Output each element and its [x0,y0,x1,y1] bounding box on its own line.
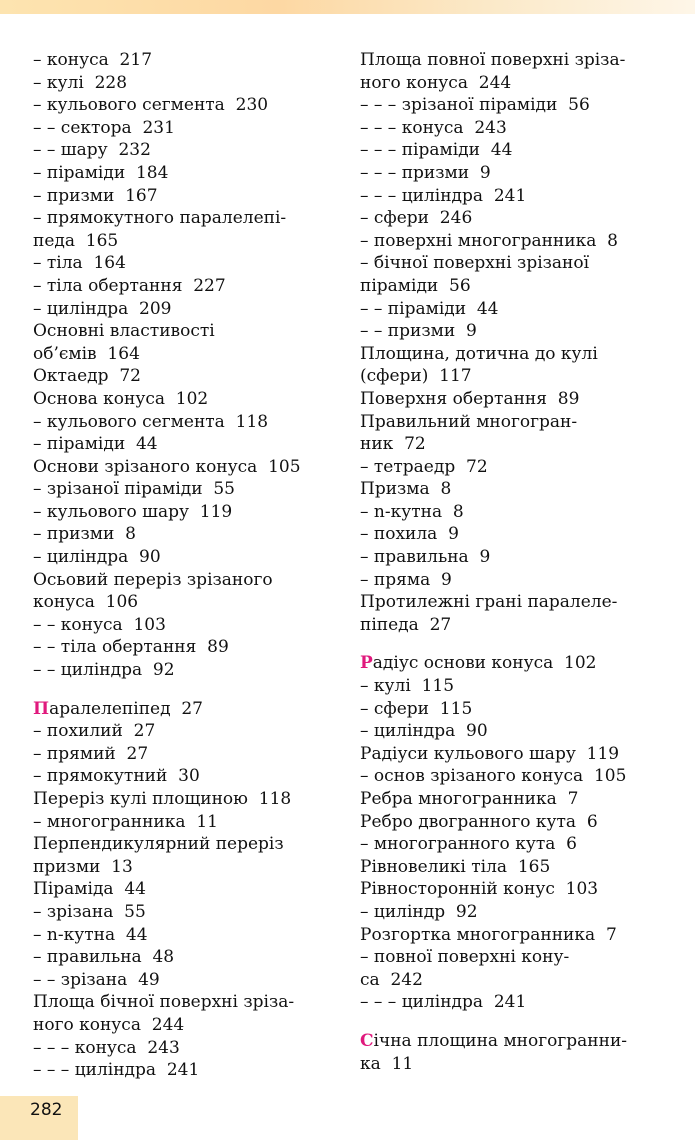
index-entry: – кульового сегмента 230 [33,95,269,116]
index-entry: – сфери 115 [360,698,473,719]
index-entry: ник 72 [360,434,426,455]
index-entry: са 242 [360,969,423,990]
index-entry: – похилий 27 [33,721,156,742]
index-entry: – піраміди 44 [33,434,158,455]
index-entry: Рівносторонній конус 103 [360,879,599,900]
index-entry: – похила 9 [360,524,459,545]
index-entry: Ребро двогранного кута 6 [360,811,598,832]
section-gap [33,682,353,698]
index-entry: – прямий 27 [33,743,149,764]
index-entry: призми 13 [33,856,133,877]
index-entry: – призми 8 [33,524,136,545]
index-entry: піраміди 56 [360,275,471,296]
index-entry: – – піраміди 44 [360,298,499,319]
index-entry: – циліндра 90 [360,721,488,742]
index-entry: – сфери 246 [360,208,473,229]
index-entry: ного конуса 244 [33,1014,185,1035]
index-entry: – прямокутний 30 [33,766,200,787]
index-entry: Основа конуса 102 [33,388,209,409]
index-entry: – многогранного кута 6 [360,834,577,855]
index-entry: (сфери) 117 [360,366,472,387]
index-entry: – тетраедр 72 [360,456,488,477]
index-entry: ного конуса 244 [360,72,512,93]
index-entry: – – циліндра 92 [33,660,175,681]
index-entry: – – – циліндра 241 [33,1060,200,1081]
index-entry: Ребра многогранника 7 [360,789,579,809]
index-entry: конуса 106 [33,592,139,613]
index-entry: Перпендикулярний переріз [33,834,284,855]
page-number: 282 [30,1100,63,1120]
index-entry: Радіуси кульового шару 119 [360,743,620,764]
index-column-left [33,49,353,1082]
index-entry: Протилежні грані паралеле- [360,592,618,613]
index-entry: об’ємів 164 [33,343,140,364]
index-entry: – зрізаної піраміди 55 [33,479,235,500]
index-entry: Правильний многогран- [360,411,578,432]
index-entry: – многогранника 11 [33,811,218,832]
index-entry: Паралелепіпед 27 [33,698,204,719]
index-entry: – пряма 9 [360,569,452,590]
index-entry: – – – конуса 243 [360,117,507,138]
index-entry: педа 165 [33,230,119,251]
index-entry: Рівновеликі тіла 165 [360,856,551,877]
index-entry: Осьовий переріз зрізаного [33,569,273,590]
index-entry: Площа бічної поверхні зріза- [33,992,295,1013]
top-decorative-band [0,0,695,14]
index-entry: – повної поверхні кону- [360,947,570,968]
index-entry: Січна площина многогранни- [360,1030,628,1051]
index-entry: Октаедр 72 [33,366,141,387]
index-entry: – кульового сегмента 118 [33,411,269,432]
index-column-right [360,49,680,1075]
index-entry: – – – циліндра 241 [360,992,527,1013]
index-entry: – основ зрізаного конуса 105 [360,766,627,787]
index-entry: Радіус основи конуса 102 [360,653,597,674]
index-entry: – – сектора 231 [33,117,175,138]
index-entry: – призми 167 [33,185,158,206]
index-entry: – n-кутна 8 [360,501,464,522]
index-entry: – кулі 115 [360,676,455,697]
index-entry: – правильна 48 [33,947,175,968]
index-entry: Площина, дотична до кулі [360,343,598,364]
index-entry: ка 11 [360,1053,414,1074]
index-entry: – тіла 164 [33,253,126,274]
index-entry: Розгортка многогранника 7 [360,924,617,945]
index-entry: – піраміди 184 [33,162,169,183]
index-entry: Основи зрізаного конуса 105 [33,456,301,477]
index-entry: – циліндра 90 [33,547,161,568]
index-entry: – циліндра 209 [33,298,172,319]
section-gap [360,636,680,652]
index-entry: – зрізана 55 [33,901,146,922]
index-entry: – – шару 232 [33,140,151,161]
index-entry: Переріз кулі площиною 118 [33,789,292,809]
index-entry: – кульового шару 119 [33,501,233,522]
index-entry: – – призми 9 [360,321,477,342]
index-entry: – поверхні многогранника 8 [360,230,618,251]
section-initial-letter: С [360,1030,374,1051]
section-gap [360,1014,680,1030]
index-entry: – прямокутного паралелепі- [33,208,287,229]
index-entry: – конуса 217 [33,50,153,70]
index-entry: Поверхня обертання 89 [360,388,580,409]
index-entry: – – тіла обертання 89 [33,637,229,658]
index-entry: піпеда 27 [360,614,452,635]
index-entry: – правильна 9 [360,547,491,568]
index-entry: – циліндр 92 [360,901,478,922]
index-entry: – кулі 228 [33,72,128,93]
index-entry: – – конуса 103 [33,614,166,635]
index-entry: – – – конуса 243 [33,1037,180,1058]
index-entry: Площа повної поверхні зріза- [360,50,626,70]
section-initial-letter: Р [360,653,373,674]
index-entry: Призма 8 [360,479,452,500]
index-entry: – – – циліндра 241 [360,185,527,206]
index-entry: – – зрізана 49 [33,969,160,990]
section-initial-letter: П [33,698,50,719]
index-entry: – – – піраміди 44 [360,140,513,161]
index-entry: – – – призми 9 [360,162,491,183]
index-entry: – тіла обертання 227 [33,275,226,296]
index-entry: Піраміда 44 [33,879,146,900]
index-entry: Основні властивості [33,321,215,342]
index-entry: – бічної поверхні зрізаної [360,253,590,274]
index-entry: – – – зрізаної піраміди 56 [360,95,590,116]
index-entry: – n-кутна 44 [33,924,148,945]
